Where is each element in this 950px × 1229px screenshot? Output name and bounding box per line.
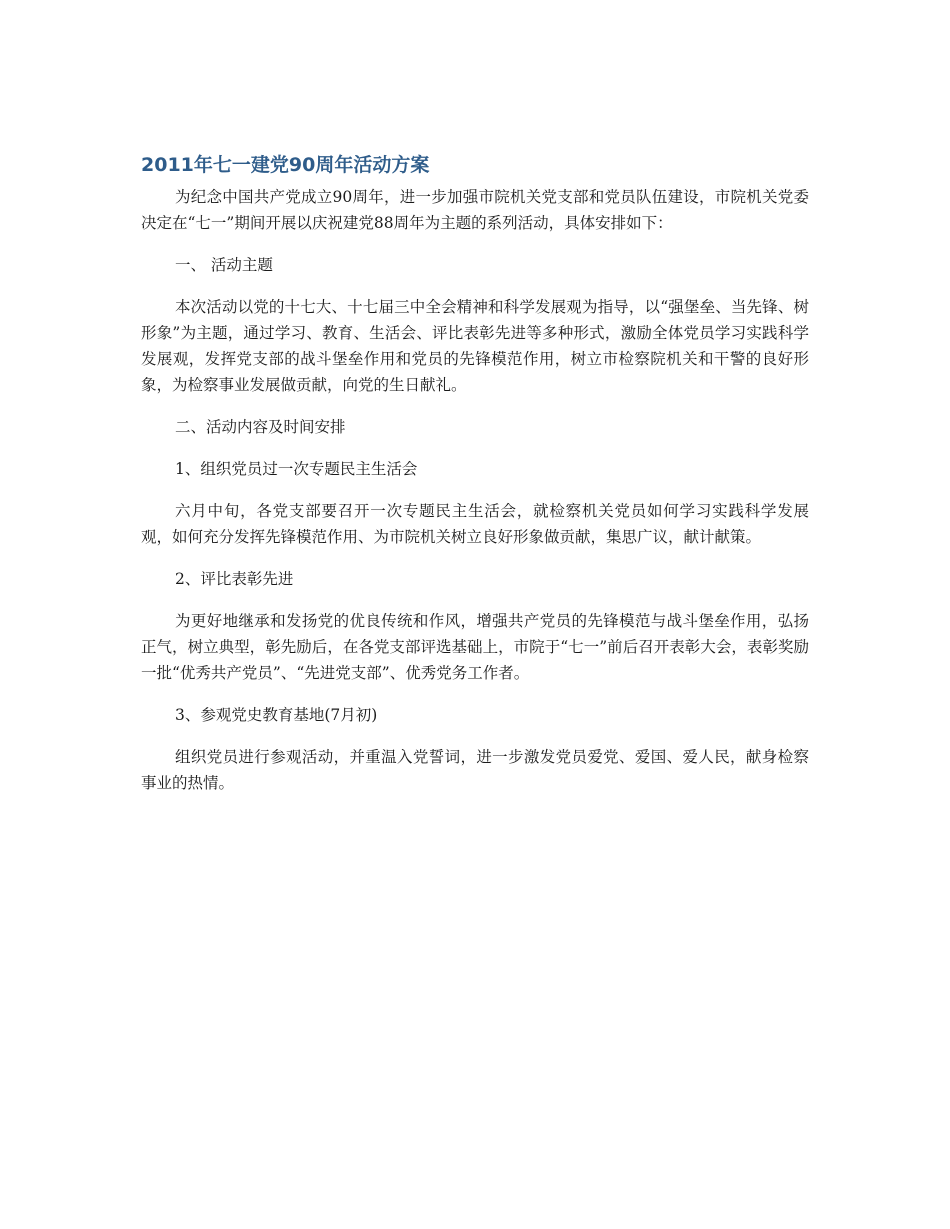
subheading-awards: 2、评比表彰先进	[175, 570, 294, 588]
document-title: 2011年七一建党90周年活动方案	[141, 154, 430, 176]
intro-paragraph: 为纪念中国共产党成立90周年，进一步加强市院机关党支部和党员队伍建设，市院机关党委决定在“七一”期间开展以庆祝建党88周年为主题的系列活动，具体安排如下：	[141, 188, 809, 232]
subheading-meeting: 1、组织党员过一次专题民主生活会	[175, 460, 418, 478]
theme-paragraph: 本次活动以党的十七大、十七届三中全会精神和科学发展观为指导，以“强堡垒、当先锋、树形象”为主题，通过学习、教育、生活会、评比表彰先进等多种形式，激励全体党员学习实践科学发展观，发挥党支部的战斗堡垒作用和党员的先锋模范作用，树立市检察院机关和干警的良好形象，为检察事业发展做贡献，向党的生日献礼。	[141, 298, 809, 394]
section-heading-content: 二、活动内容及时间安排	[175, 418, 346, 436]
meeting-paragraph: 六月中旬，各党支部要召开一次专题民主生活会，就检察机关党员如何学习实践科学发展观，如何充分发挥先锋模范作用、为市院机关树立良好形象做贡献，集思广议，献计献策。	[141, 502, 809, 546]
subheading-visit: 3、参观党史教育基地(7月初)	[175, 706, 378, 724]
document-page	[141, 150, 809, 796]
awards-paragraph: 为更好地继承和发扬党的优良传统和作风，增强共产党员的先锋模范与战斗堡垒作用，弘扬正气，树立典型，彰先励后，在各党支部评选基础上，市院于“七一”前后召开表彰大会，表彰奖励一批“优秀共产党员”、“先进党支部”、优秀党务工作者。	[141, 612, 809, 682]
section-heading-theme: 一、 活动主题	[175, 256, 273, 274]
visit-paragraph: 组织党员进行参观活动，并重温入党誓词，进一步激发党员爱党、爱国、爱人民，献身检察事业的热情。	[141, 748, 809, 792]
